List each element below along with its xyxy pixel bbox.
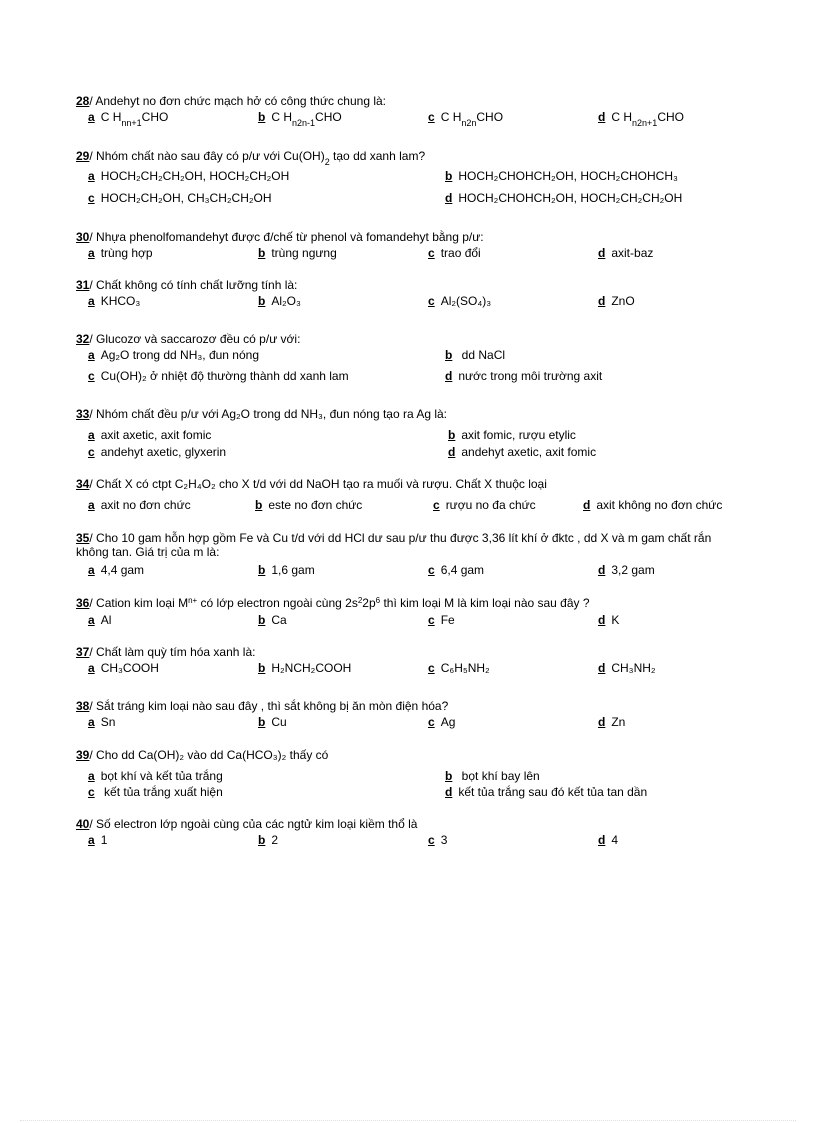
option-d: d axit-baz	[598, 246, 654, 260]
option-b: b HOCH₂CHOHCH₂OH, HOCH₂CHOHCH₃	[445, 169, 678, 183]
question-text: 28/ Andehyt no đơn chức mạch hở có công thức chung là:	[76, 94, 387, 108]
option-c: c andehyt axetic, glyxerin	[88, 445, 227, 459]
option-c: c C $H_{n2n}CHO$	[428, 110, 504, 128]
option-c: c C₆H₅NH₂	[428, 661, 490, 675]
option-c: c kết tủa trắng xuất hiện	[88, 785, 223, 799]
option-a: a KHCO₃	[88, 294, 141, 308]
option-a: a 4,4 gam	[88, 563, 145, 577]
question-text: 31/ Chất không có tính chất lưỡng tính là:	[76, 278, 298, 292]
option-b: b Cu	[258, 715, 287, 729]
option-a: a Sn	[88, 715, 116, 729]
option-a: a Ag₂O trong dd NH₃, đun nóng	[88, 348, 259, 362]
option-a: a axit no đơn chức	[88, 498, 191, 512]
option-a: a trùng hợp	[88, 246, 153, 260]
option-c: c Fe	[428, 613, 455, 627]
option-d: d HOCH₂CHOHCH₂OH, HOCH₂CH₂CH₂OH	[445, 191, 683, 205]
option-c: c rượu no đa chức	[433, 498, 536, 512]
option-c: c 6,4 gam	[428, 563, 485, 577]
option-d: d 4	[598, 833, 619, 847]
option-a: a 1	[88, 833, 108, 847]
option-b: b dd NaCl	[445, 348, 506, 362]
question-text: 40/ Số electron lớp ngoài cùng của các ngtử kim loại kiềm thổ là	[76, 817, 418, 831]
option-b: b 2	[258, 833, 279, 847]
option-b: b 1,6 gam	[258, 563, 315, 577]
option-b: b Ca	[258, 613, 287, 627]
option-d: d 3,2 gam	[598, 563, 655, 577]
option-b: b este no đơn chức	[255, 498, 363, 512]
option-d: d nước trong môi trường axit	[445, 369, 603, 383]
question-text: 35/ Cho 10 gam hỗn hợp gồm Fe và Cu t/d với dd HCl dư sau p/ư thu được 3,36 lít khí ở đktc , dd X và m gam chất rắn không tan. Giá trị của m là:	[76, 531, 712, 559]
option-b: b Al₂O₃	[258, 294, 301, 308]
option-d: d ZnO	[598, 294, 635, 308]
option-d: d Zn	[598, 715, 626, 729]
question-text: 36/ Cation kim loại $M^{n+}$ có lớp electron ngoài cùng $2s^22p^6$ thì kim loại M là kim loại nào sau đây ?	[76, 596, 590, 610]
option-a: a HOCH₂CH₂CH₂OH, HOCH₂CH₂OH	[88, 169, 290, 183]
question-text: 32/ Glucozơ và saccarozơ đều có p/ư với:	[76, 332, 301, 346]
option-d: d axit không no đơn chức	[583, 498, 723, 512]
option-c: c Ag	[428, 715, 456, 729]
option-c: c Cu(OH)₂ ở nhiệt độ thường thành dd xanh lam	[88, 369, 349, 383]
option-c: c Al₂(SO₄)₃	[428, 294, 492, 308]
option-b: b trùng ngưng	[258, 246, 337, 260]
option-d: d C $H_{n2n+1}CHO$	[598, 110, 684, 128]
option-c: c 3	[428, 833, 448, 847]
question-text: 34/ Chất X có ctpt C₂H₄O₂ cho X t/d với dd NaOH tạo ra muối và rượu. Chất X thuộc loại	[76, 477, 547, 491]
page-bottom-divider	[20, 1120, 796, 1121]
option-c: c trao đổi	[428, 246, 481, 260]
option-b: b bọt khí bay lên	[445, 769, 540, 783]
option-a: a Al	[88, 613, 112, 627]
option-d: d K	[598, 613, 620, 627]
option-a: a CH₃COOH	[88, 661, 159, 675]
option-a: a bọt khí và kết tủa trắng	[88, 769, 223, 783]
question-text: 38/ Sắt tráng kim loại nào sau đây , thì sắt không bị ăn mòn điện hóa?	[76, 699, 449, 713]
option-d: d andehyt axetic, axit fomic	[448, 445, 597, 459]
option-b: b axit fomic, rượu etylic	[448, 428, 576, 442]
option-d: d kết tủa trắng sau đó kết tủa tan dần	[445, 785, 648, 799]
option-b: b H₂NCH₂COOH	[258, 661, 352, 675]
option-a: a axit axetic, axit fomic	[88, 428, 212, 442]
question-text: 39/ Cho dd Ca(OH)₂ vào dd Ca(HCO₃)₂ thấy có	[76, 748, 329, 762]
option-b: b C $H_{n2n-1}CHO$	[258, 110, 342, 128]
question-text: 37/ Chất làm quỳ tím hóa xanh là:	[76, 645, 256, 659]
question-text: 33/ Nhóm chất đều p/ư với Ag₂O trong dd NH₃, đun nóng tạo ra Ag là:	[76, 407, 448, 421]
question-text: 30/ Nhựa phenolfomandehyt được đ/chế từ phenol và fomandehyt bằng p/ư:	[76, 230, 484, 244]
option-d: d CH₃NH₂	[598, 661, 656, 675]
option-c: c HOCH₂CH₂OH, CH₃CH₂CH₂OH	[88, 191, 272, 205]
question-text: 29/ Nhóm chất nào sau đây có p/ư với $Cu(OH)_2$ tạo dd xanh lam?	[76, 149, 426, 167]
option-a: a C $H_{nn+1}CHO$	[88, 110, 169, 128]
